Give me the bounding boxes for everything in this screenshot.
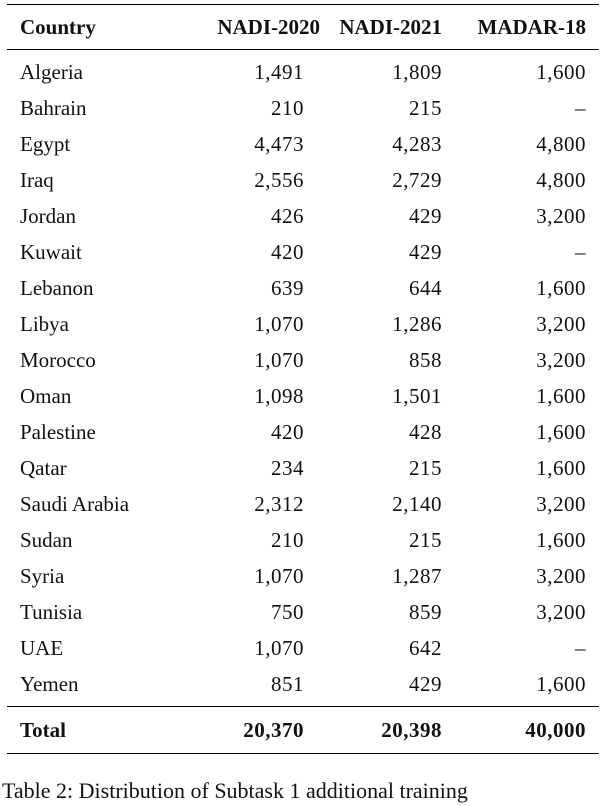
cell-madar-18: 1,600 xyxy=(536,671,586,696)
cell-madar-18: – xyxy=(575,635,586,660)
table-header-row xyxy=(7,5,599,49)
cell-nadi-2020: 1,491 xyxy=(254,59,304,84)
header-nadi-2021: NADI-2021 xyxy=(339,14,442,39)
cell-nadi-2020: 1,070 xyxy=(254,563,304,588)
cell-nadi-2021: 429 xyxy=(409,671,442,696)
cell-nadi-2021: 428 xyxy=(409,419,442,444)
cell-madar-18: 3,200 xyxy=(536,347,586,372)
cell-nadi-2020: 750 xyxy=(271,599,304,624)
cell-nadi-2021: 1,809 xyxy=(392,59,442,84)
cell-nadi-2021: 859 xyxy=(409,599,442,624)
cell-country: Tunisia xyxy=(20,599,83,624)
cell-madar-18: 1,600 xyxy=(536,455,586,480)
cell-madar-18: 3,200 xyxy=(536,491,586,516)
cell-country: Qatar xyxy=(20,455,67,480)
cell-country: Yemen xyxy=(20,671,79,696)
cell-country: Saudi Arabia xyxy=(20,491,130,516)
table-row xyxy=(7,522,599,558)
cell-madar-18: 1,600 xyxy=(536,419,586,444)
table-row xyxy=(7,558,599,594)
cell-country: UAE xyxy=(20,635,64,660)
cell-nadi-2021: 215 xyxy=(409,455,442,480)
table-row xyxy=(7,198,599,234)
cell-nadi-2021: 1,286 xyxy=(392,311,442,336)
table-row xyxy=(7,666,599,702)
cell-nadi-2021: 644 xyxy=(409,275,442,300)
cell-nadi-2021: 1,501 xyxy=(392,383,442,408)
table-row xyxy=(7,378,599,414)
cell-country: Bahrain xyxy=(20,95,87,120)
cell-madar-18: 3,200 xyxy=(536,599,586,624)
table-row xyxy=(7,450,599,486)
bottom-rule xyxy=(7,753,599,754)
cell-country: Sudan xyxy=(20,527,73,552)
cell-country: Algeria xyxy=(20,59,83,84)
table-row xyxy=(7,54,599,90)
table-row xyxy=(7,342,599,378)
table-row xyxy=(7,306,599,342)
cell-nadi-2020: 1,070 xyxy=(254,347,304,372)
header-country: Country xyxy=(20,14,96,39)
total-nadi-2020: 20,370 xyxy=(243,717,304,742)
table-row xyxy=(7,162,599,198)
cell-nadi-2021: 429 xyxy=(409,203,442,228)
cell-country: Palestine xyxy=(20,419,96,444)
table-row xyxy=(7,486,599,522)
cell-madar-18: 1,600 xyxy=(536,527,586,552)
cell-nadi-2020: 4,473 xyxy=(254,131,304,156)
cell-country: Morocco xyxy=(20,347,96,372)
cell-country: Lebanon xyxy=(20,275,94,300)
total-nadi-2021: 20,398 xyxy=(381,717,442,742)
cell-nadi-2020: 426 xyxy=(271,203,304,228)
cell-nadi-2020: 420 xyxy=(271,239,304,264)
table-row xyxy=(7,414,599,450)
cell-country: Kuwait xyxy=(20,239,82,264)
cell-nadi-2021: 858 xyxy=(409,347,442,372)
cell-madar-18: 3,200 xyxy=(536,311,586,336)
cell-nadi-2021: 642 xyxy=(409,635,442,660)
cell-nadi-2020: 851 xyxy=(271,671,304,696)
cell-madar-18: 1,600 xyxy=(536,59,586,84)
cell-nadi-2021: 215 xyxy=(409,527,442,552)
cell-madar-18: 4,800 xyxy=(536,131,586,156)
table-caption: Table 2: Distribution of Subtask 1 additional training xyxy=(2,778,468,803)
cell-country: Syria xyxy=(20,563,65,588)
cell-country: Libya xyxy=(20,311,69,336)
table-row xyxy=(7,630,599,666)
table-row xyxy=(7,270,599,306)
table-total-row xyxy=(7,707,599,753)
cell-nadi-2021: 429 xyxy=(409,239,442,264)
cell-nadi-2020: 639 xyxy=(271,275,304,300)
cell-madar-18: 1,600 xyxy=(536,383,586,408)
cell-nadi-2020: 234 xyxy=(271,455,304,480)
cell-country: Oman xyxy=(20,383,72,408)
cell-nadi-2020: 2,556 xyxy=(254,167,304,192)
table-row xyxy=(7,234,599,270)
cell-madar-18: 3,200 xyxy=(536,203,586,228)
header-madar-18: MADAR-18 xyxy=(477,14,586,39)
cell-nadi-2021: 2,140 xyxy=(392,491,442,516)
cell-madar-18: 4,800 xyxy=(536,167,586,192)
data-table xyxy=(7,4,599,754)
cell-nadi-2020: 1,070 xyxy=(254,635,304,660)
cell-nadi-2020: 210 xyxy=(271,527,304,552)
cell-nadi-2020: 2,312 xyxy=(254,491,304,516)
header-nadi-2020: NADI-2020 xyxy=(217,14,320,39)
table-row xyxy=(7,90,599,126)
cell-nadi-2021: 215 xyxy=(409,95,442,120)
table-row xyxy=(7,126,599,162)
cell-nadi-2020: 1,070 xyxy=(254,311,304,336)
cell-nadi-2021: 4,283 xyxy=(392,131,442,156)
cell-madar-18: 3,200 xyxy=(536,563,586,588)
cell-madar-18: – xyxy=(575,239,586,264)
cell-madar-18: – xyxy=(575,95,586,120)
cell-nadi-2021: 1,287 xyxy=(392,563,442,588)
table-body xyxy=(7,50,599,706)
cell-madar-18: 1,600 xyxy=(536,275,586,300)
cell-nadi-2020: 420 xyxy=(271,419,304,444)
cell-country: Egypt xyxy=(20,131,71,156)
cell-nadi-2020: 210 xyxy=(271,95,304,120)
cell-nadi-2020: 1,098 xyxy=(254,383,304,408)
cell-country: Iraq xyxy=(20,167,54,192)
total-madar-18: 40,000 xyxy=(525,717,586,742)
table-row xyxy=(7,594,599,630)
total-label: Total xyxy=(20,717,66,742)
cell-nadi-2021: 2,729 xyxy=(392,167,442,192)
cell-country: Jordan xyxy=(20,203,76,228)
